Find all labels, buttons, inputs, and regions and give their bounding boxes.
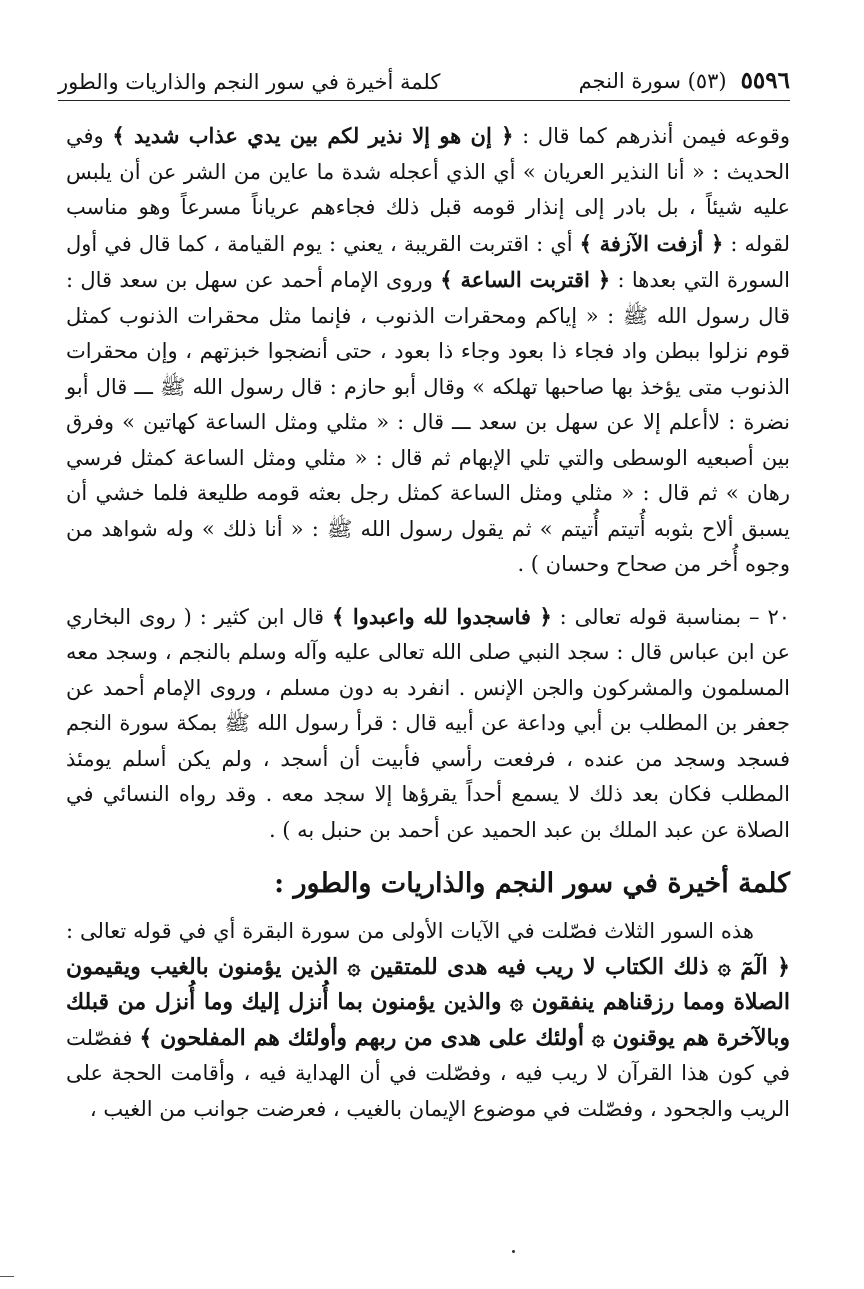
quran-quote: ﴿ الٓمٓ ۞ ذلك الكتاب لا ريب فيه هدى للمتقين ۞ الذين يؤمنون بالغيب ويقيمون الصلاة ومما رزقناهم ينفقون ۞ والذين يؤمنون بما أُنزل إليك وما أُنزل من قبلك وبالآخرة هم يوقنون ۞ أولئك على هدى من ربهم وأولئك هم المفلحون ﴾	[66, 953, 791, 1051]
page-header	[58, 58, 790, 94]
text-run: أي : اقتربت القريبة ، يعني : يوم القيامة ، كما قال في أول السورة التي بعدها :	[66, 231, 790, 292]
header-rule	[58, 100, 790, 101]
paragraph-hadith	[66, 118, 790, 583]
main-text	[66, 118, 790, 1127]
running-title: كلمة أخيرة في سور النجم والذاريات والطور	[58, 70, 441, 94]
text-run: وقوعه فيمن أنذرهم كما قال :	[513, 124, 790, 148]
paragraph-note-20	[66, 599, 790, 849]
text-run: هذه السور الثلاث فصّلت في الآيات الأولى من سورة البقرة أي في قوله تعالى :	[66, 919, 754, 943]
text-run: ففصّلت في كون هذا القرآن لا ريب فيه ، وفصّلت في أن الهداية فيه ، وأقامت الحجة على الريب والجحود ، وفصّلت في موضوع الإيمان بالغيب ، فعرضت جوانب من الغيب ،	[66, 1025, 790, 1121]
quran-quote: ﴿ إن هو إلا نذير لكم بين يدي عذاب شديد ﴾	[112, 123, 514, 148]
page-number: ٥٥٩٦	[740, 67, 790, 94]
surah-reference: (٥٣) سورة النجم	[578, 69, 727, 93]
bottom-dot	[512, 1250, 515, 1253]
section-heading: كلمة أخيرة في سور النجم والذاريات والطور :	[274, 868, 790, 899]
header-right-group	[579, 67, 790, 94]
text-run: وفي الحديث : « أنا النذير العريان » أي الذي أعجله شدة ما عاين من الشر عن أن يلبس عليه شيئاً ، بل بادر إلى إنذار قومه قبل ذلك فجاءهم عرياناً مسرعاً وهو مناسب لقوله :	[66, 124, 790, 256]
quran-quote: ﴿ فاسجدوا لله واعبدوا ﴾	[331, 603, 552, 629]
scan-edge-mark	[0, 1276, 14, 1277]
text-run: ٢٠ – بمناسبة قوله تعالى :	[551, 604, 791, 629]
quran-quote: ﴿ اقتربت الساعة ﴾	[440, 267, 611, 292]
paragraph-intro	[66, 914, 790, 1127]
text-run: قال ابن كثير : ( روى البخاري عن ابن عباس قال : سجد النبي صلى الله تعالى عليه وآله وسلم بالنجم ، وسجد معه المسلمون والمشركون والجن الإنس . انفرد به دون مسلم ، وروى الإمام أحمد عن جعفر بن المطلب بن أبي وداعة عن أبيه قال : قرأ رسول الله ﷺ بمكة سورة النجم فسجد وسجد من عنده ، فرفعت رأسي فأبيت أن أسجد ، ولم يكن أسلم يومئذ المطلب فكان بعد ذلك لا يسمع أحداً يقرؤها إلا سجد معه . وقد رواه النسائي في الصلاة عن عبد الملك بن عبد الحميد عن أحمد بن حنبل به ) .	[66, 604, 790, 842]
quran-quote: ﴿ أزفت الآزفة ﴾	[579, 230, 724, 256]
text-run: وروى الإمام أحمد عن سهل بن سعد قال : قال رسول الله ﷺ : « إياكم ومحقرات الذنوب ، فإنما مثل محقرات الذنوب كمثل قوم نزلوا ببطن واد فجاء ذا بعود وجاء ذا بعود ، حتى أنضجوا خبزتهم ، وإن محقرات الذنوب متى يؤخذ بها صاحبها تهلكه » وقال أبو حازم : قال رسول الله ﷺ ـــ قال أبو نضرة : لاأعلم إلا عن سهل بن سعد ـــ قال : « مثلي ومثل الساعة كهاتين » وفرق بين أصبعيه الوسطى والتي تلي الإبهام ثم قال : « مثلي ومثل الساعة كمثل فرسي رهان » ثم قال : « مثلي ومثل الساعة كمثل رجل بعثه قومه طليعة فلما خشي أن يسبق ألاح بثوبه أُتيتم أُتيتم » ثم يقول رسول الله ﷺ : « أنا ذلك » وله شواهد من وجوه أُخر من صحاح وحسان ) .	[66, 268, 790, 576]
